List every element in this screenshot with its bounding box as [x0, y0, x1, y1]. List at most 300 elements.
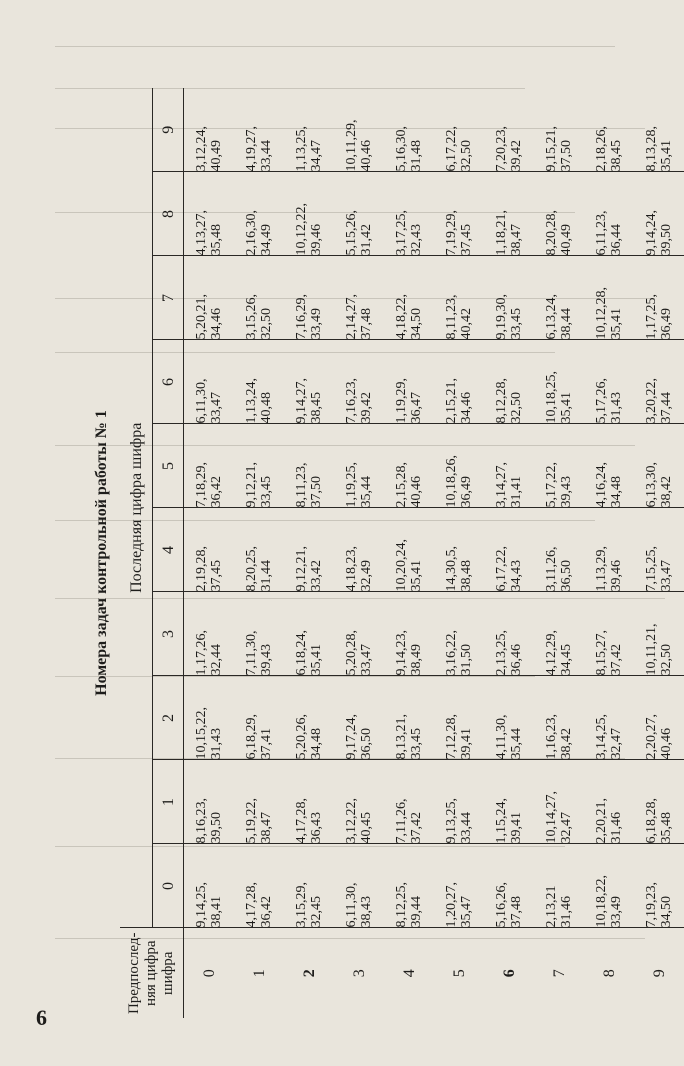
column-header: 7 — [153, 256, 184, 340]
table-cell — [634, 340, 684, 424]
cell-line: 6,11,23, — [594, 210, 609, 256]
row-header: 9 — [634, 928, 684, 1018]
cell-line: 32,50 — [509, 392, 524, 424]
cell-line: 36,42 — [259, 896, 274, 928]
cell-line: 34,46 — [459, 392, 474, 424]
cell-line: 1,18,21, — [494, 210, 509, 256]
cell-line: 35,41 — [659, 140, 674, 172]
column-header: 4 — [153, 508, 184, 592]
table-cell — [284, 760, 334, 844]
table-cell — [234, 508, 284, 592]
table-cell — [484, 172, 534, 256]
cell-line: 4,19,27, — [244, 126, 259, 172]
cell-line: 9,15,21, — [544, 126, 559, 172]
table-cell — [484, 592, 534, 676]
cell-line: 31,43 — [209, 728, 224, 760]
cell-line: 35,41 — [309, 644, 324, 676]
cell-line: 35,44 — [359, 476, 374, 508]
cell-line: 14,30,5, — [444, 546, 459, 592]
cell-line: 31,41 — [509, 476, 524, 508]
cell-line: 3,17,25, — [394, 210, 409, 256]
cell-line: 3,15,26, — [244, 294, 259, 340]
table-cell — [484, 760, 534, 844]
table-cell — [584, 844, 634, 928]
cell-line: 40,49 — [209, 140, 224, 172]
cell-line: 38,45 — [309, 392, 324, 424]
cell-line: 33,49 — [309, 308, 324, 340]
cell-line: 8,20,25, — [244, 546, 259, 592]
cell-line: 6,17,22, — [494, 546, 509, 592]
table-title: Номера задач контрольной работы № 1 — [93, 410, 110, 696]
cell-line: 3,12,24, — [194, 126, 209, 172]
table-cell — [584, 760, 634, 844]
cell-line: 1,15,24, — [494, 798, 509, 844]
table-cell — [234, 760, 284, 844]
cell-line: 4,12,29, — [544, 630, 559, 676]
table-cell — [184, 676, 235, 760]
cell-line: 10,18,22, — [594, 875, 609, 928]
cell-line: 1,20,27, — [444, 882, 459, 928]
cell-line: 36,49 — [459, 476, 474, 508]
cell-line: 32,50 — [459, 140, 474, 172]
cell-line: 10,18,25, — [544, 371, 559, 424]
cell-line: 7,16,29, — [294, 294, 309, 340]
table-row — [634, 88, 684, 1018]
table-cell — [434, 256, 484, 340]
cell-line: 34,48 — [609, 476, 624, 508]
table-cell — [484, 88, 534, 172]
cell-line: 37,45 — [459, 224, 474, 256]
table-row — [434, 88, 484, 1018]
cell-line: 33,45 — [509, 308, 524, 340]
table-cell — [434, 844, 484, 928]
column-header: 2 — [153, 676, 184, 760]
table-cell — [184, 592, 235, 676]
cell-line: 4,11,30, — [494, 714, 509, 760]
cell-line: 32,47 — [609, 728, 624, 760]
row-header: 2 — [284, 928, 334, 1018]
table-cell — [484, 508, 534, 592]
column-header: 5 — [153, 424, 184, 508]
table-cell — [534, 256, 584, 340]
cell-line: 35,47 — [459, 896, 474, 928]
cell-line: 37,50 — [559, 140, 574, 172]
cell-line: 10,15,22, — [194, 707, 209, 760]
cell-line: 34,43 — [509, 560, 524, 592]
table-cell — [534, 172, 584, 256]
cell-line: 10,12,28, — [594, 287, 609, 340]
table-cell — [534, 508, 584, 592]
table-cell — [484, 424, 534, 508]
cell-line: 1,17,25, — [644, 294, 659, 340]
cell-line: 3,14,25, — [594, 714, 609, 760]
table-cell — [584, 424, 634, 508]
table-cell — [584, 508, 634, 592]
cell-line: 37,42 — [409, 812, 424, 844]
cell-line: 3,15,29, — [294, 882, 309, 928]
cell-line: 35,41 — [409, 560, 424, 592]
table-cell — [384, 508, 434, 592]
table-cell — [334, 592, 384, 676]
table-cell — [284, 172, 334, 256]
cell-line: 7,15,25, — [644, 546, 659, 592]
cell-line: 1,19,29, — [394, 378, 409, 424]
cell-line: 36,49 — [659, 308, 674, 340]
table-body — [184, 88, 684, 1018]
cell-line: 10,12,22, — [294, 203, 309, 256]
cell-line: 35,48 — [659, 812, 674, 844]
cell-line: 3,12,22, — [344, 798, 359, 844]
column-group-header: Последняя цифра шифра — [120, 88, 153, 928]
cell-line: 39,41 — [509, 812, 524, 844]
cell-line: 6,13,24, — [544, 294, 559, 340]
table-row — [384, 88, 434, 1018]
cell-line: 33,42 — [309, 560, 324, 592]
cell-line: 5,16,30, — [394, 126, 409, 172]
table-cell — [184, 340, 235, 424]
table-cell — [634, 676, 684, 760]
cell-line: 40,46 — [659, 728, 674, 760]
table-cell — [384, 844, 434, 928]
cell-line: 33,49 — [609, 896, 624, 928]
table-cell — [184, 256, 235, 340]
table-cell — [434, 676, 484, 760]
cell-line: 2,13,21 — [544, 885, 559, 928]
table-cell — [334, 676, 384, 760]
cell-line: 40,42 — [459, 308, 474, 340]
cell-line: 36,50 — [559, 560, 574, 592]
table-cell — [384, 592, 434, 676]
table-cell — [334, 760, 384, 844]
cell-line: 7,20,23, — [494, 126, 509, 172]
cell-line: 9,14,24, — [644, 210, 659, 256]
cell-line: 6,13,30, — [644, 462, 659, 508]
table-cell — [384, 256, 434, 340]
cell-line: 1,13,29, — [594, 546, 609, 592]
table-cell — [384, 424, 434, 508]
table-cell — [434, 424, 484, 508]
row-header: 1 — [234, 928, 284, 1018]
cell-line: 5,20,21, — [194, 294, 209, 340]
table-cell — [584, 88, 634, 172]
cell-line: 31,43 — [609, 392, 624, 424]
cell-line: 5,20,28, — [344, 630, 359, 676]
cell-line: 40,46 — [409, 476, 424, 508]
cell-line: 8,16,23, — [194, 798, 209, 844]
table-cell — [434, 760, 484, 844]
cell-line: 10,20,24, — [394, 539, 409, 592]
cell-line: 38,42 — [559, 728, 574, 760]
table-cell — [384, 760, 434, 844]
cell-line: 37,44 — [659, 392, 674, 424]
cell-line: 6,11,30, — [344, 882, 359, 928]
table-cell — [284, 844, 334, 928]
cell-line: 1,16,23, — [544, 714, 559, 760]
table-cell — [584, 256, 634, 340]
table-cell — [384, 340, 434, 424]
table-cell — [484, 256, 534, 340]
cell-line: 2,15,28, — [394, 462, 409, 508]
table-cell — [384, 88, 434, 172]
cell-line: 38,49 — [409, 644, 424, 676]
table-cell — [534, 340, 584, 424]
table-cell — [334, 844, 384, 928]
cell-line: 34,50 — [409, 308, 424, 340]
table-cell — [184, 844, 235, 928]
cell-line: 2,20,21, — [594, 798, 609, 844]
cell-line: 6,18,29, — [244, 714, 259, 760]
table-cell — [634, 592, 684, 676]
table-cell — [234, 172, 284, 256]
cell-line: 9,14,25, — [194, 882, 209, 928]
cell-line: 38,47 — [259, 812, 274, 844]
table-cell — [284, 676, 334, 760]
rotated-table-block — [88, 88, 674, 1018]
row-header: 5 — [434, 928, 484, 1018]
cell-line: 2,14,27, — [344, 294, 359, 340]
table-cell — [334, 340, 384, 424]
table-cell — [634, 508, 684, 592]
row-header: 4 — [384, 928, 434, 1018]
cell-line: 34,47 — [309, 140, 324, 172]
cell-line: 31,44 — [259, 560, 274, 592]
table-cell — [334, 256, 384, 340]
table-cell — [284, 88, 334, 172]
cell-line: 9,12,21, — [244, 462, 259, 508]
table-row — [534, 88, 584, 1018]
table-cell — [234, 676, 284, 760]
cell-line: 9,17,24, — [344, 714, 359, 760]
table-cell — [334, 88, 384, 172]
cell-line: 3,20,22, — [644, 378, 659, 424]
column-header: 9 — [153, 88, 184, 172]
cell-line: 35,41 — [559, 392, 574, 424]
cell-line: 2,13,25, — [494, 630, 509, 676]
cell-line: 36,44 — [609, 224, 624, 256]
problem-numbers-table — [120, 88, 684, 1018]
cell-line: 32,44 — [209, 644, 224, 676]
cell-line: 33,47 — [359, 644, 374, 676]
cell-line: 38,47 — [509, 224, 524, 256]
cell-line: 39,46 — [609, 560, 624, 592]
cell-line: 2,16,30, — [244, 210, 259, 256]
cell-line: 8,12,25, — [394, 882, 409, 928]
cell-line: 8,20,28, — [544, 210, 559, 256]
cell-line: 37,41 — [259, 728, 274, 760]
cell-line: 33,47 — [659, 560, 674, 592]
cell-line: 5,17,26, — [594, 378, 609, 424]
table-cell — [234, 340, 284, 424]
cell-line: 34,49 — [259, 224, 274, 256]
table-cell — [284, 592, 334, 676]
row-header: 7 — [534, 928, 584, 1018]
cell-line: 9,14,23, — [394, 630, 409, 676]
table-cell — [334, 508, 384, 592]
cell-line: 39,42 — [359, 392, 374, 424]
cell-line: 4,18,23, — [344, 546, 359, 592]
cell-line: 1,19,25, — [344, 462, 359, 508]
cell-line: 8,13,28, — [644, 126, 659, 172]
table-cell — [584, 172, 634, 256]
table-cell — [234, 424, 284, 508]
cell-line: 5,15,26, — [344, 210, 359, 256]
table-cell — [184, 88, 235, 172]
cell-line: 33,47 — [209, 392, 224, 424]
cell-line: 10,14,27, — [544, 791, 559, 844]
cell-line: 2,15,21, — [444, 378, 459, 424]
cell-line: 34,50 — [659, 896, 674, 928]
cell-line: 9,14,27, — [294, 378, 309, 424]
cell-line: 8,11,23, — [444, 294, 459, 340]
cell-line: 39,43 — [559, 476, 574, 508]
cell-line: 32,47 — [559, 812, 574, 844]
corner-header-line: Предпослед- — [126, 932, 142, 1015]
cell-line: 4,17,28, — [294, 798, 309, 844]
cell-line: 8,13,21, — [394, 714, 409, 760]
corner-header — [120, 928, 184, 1018]
cell-line: 39,43 — [259, 644, 274, 676]
cell-line: 10,11,29, — [344, 119, 359, 172]
cell-line: 4,18,22, — [394, 294, 409, 340]
cell-line: 8,12,28, — [494, 378, 509, 424]
table-cell — [384, 172, 434, 256]
cell-line: 5,16,26, — [494, 882, 509, 928]
cell-line: 5,20,26, — [294, 714, 309, 760]
cell-line: 33,45 — [259, 476, 274, 508]
cell-line: 32,49 — [359, 560, 374, 592]
cell-line: 6,17,22, — [444, 126, 459, 172]
cell-line: 39,41 — [459, 728, 474, 760]
table-cell — [534, 88, 584, 172]
corner-header-line: няя цифра — [143, 940, 159, 1007]
cell-line: 37,45 — [209, 560, 224, 592]
cell-line: 37,42 — [609, 644, 624, 676]
cell-line: 32,50 — [659, 644, 674, 676]
cell-line: 37,50 — [309, 476, 324, 508]
table-row — [284, 88, 334, 1018]
cell-line: 36,43 — [309, 812, 324, 844]
table-cell — [234, 592, 284, 676]
table-cell — [634, 256, 684, 340]
cell-line: 5,17,22, — [544, 462, 559, 508]
table-cell — [534, 844, 584, 928]
table-cell — [584, 592, 634, 676]
cell-line: 1,13,25, — [294, 126, 309, 172]
table-cell — [534, 592, 584, 676]
cell-line: 31,46 — [609, 812, 624, 844]
cell-line: 38,44 — [559, 308, 574, 340]
cell-line: 9,19,30, — [494, 294, 509, 340]
cell-line: 38,43 — [359, 896, 374, 928]
cell-line: 9,12,21, — [294, 546, 309, 592]
cell-line: 38,41 — [209, 896, 224, 928]
cell-line: 2,19,28, — [194, 546, 209, 592]
row-header: 0 — [184, 928, 235, 1018]
cell-line: 38,48 — [459, 560, 474, 592]
cell-line: 39,44 — [409, 896, 424, 928]
table-cell — [634, 760, 684, 844]
table-cell — [334, 424, 384, 508]
cell-line: 35,41 — [609, 308, 624, 340]
cell-line: 33,44 — [459, 812, 474, 844]
table-cell — [234, 88, 284, 172]
cell-line: 36,42 — [209, 476, 224, 508]
cell-line: 37,48 — [359, 308, 374, 340]
table-cell — [634, 424, 684, 508]
table-cell — [434, 340, 484, 424]
table-cell — [384, 676, 434, 760]
cell-line: 32,45 — [309, 896, 324, 928]
cell-line: 35,44 — [509, 728, 524, 760]
cell-line: 38,45 — [609, 140, 624, 172]
cell-line: 34,48 — [309, 728, 324, 760]
table-cell — [184, 172, 235, 256]
cell-line: 8,11,23, — [294, 462, 309, 508]
cell-line: 1,13,24, — [244, 378, 259, 424]
cell-line: 40,46 — [359, 140, 374, 172]
cell-line: 33,44 — [259, 140, 274, 172]
table-cell — [184, 508, 235, 592]
cell-line: 40,45 — [359, 812, 374, 844]
cell-line: 2,18,26, — [594, 126, 609, 172]
cell-line: 1,17,26, — [194, 630, 209, 676]
table-cell — [334, 172, 384, 256]
cell-line: 35,48 — [209, 224, 224, 256]
column-header: 1 — [153, 760, 184, 844]
table-cell — [234, 256, 284, 340]
table-cell — [284, 340, 334, 424]
table-row — [334, 88, 384, 1018]
table-cell — [534, 676, 584, 760]
cell-line: 34,46 — [209, 308, 224, 340]
cell-line: 31,48 — [409, 140, 424, 172]
table-cell — [634, 172, 684, 256]
table-cell — [484, 340, 534, 424]
cell-line: 10,18,26, — [444, 455, 459, 508]
cell-line: 7,16,23, — [344, 378, 359, 424]
cell-line: 2,20,27, — [644, 714, 659, 760]
cell-line: 7,18,29, — [194, 462, 209, 508]
cell-line: 10,11,21, — [644, 623, 659, 676]
table-cell — [634, 844, 684, 928]
cell-line: 34,45 — [559, 644, 574, 676]
cell-line: 39,50 — [209, 812, 224, 844]
table-cell — [234, 844, 284, 928]
column-header: 6 — [153, 340, 184, 424]
corner-header-line: шифра — [160, 951, 176, 995]
row-header: 8 — [584, 928, 634, 1018]
column-header: 8 — [153, 172, 184, 256]
cell-line: 3,16,22, — [444, 630, 459, 676]
cell-line: 7,11,30, — [244, 630, 259, 676]
column-header: 3 — [153, 592, 184, 676]
cell-line: 4,13,27, — [194, 210, 209, 256]
cell-line: 39,46 — [309, 224, 324, 256]
cell-line: 40,48 — [259, 392, 274, 424]
cell-line: 5,19,22, — [244, 798, 259, 844]
cell-line: 4,16,24, — [594, 462, 609, 508]
table-cell — [534, 424, 584, 508]
cell-line: 36,47 — [409, 392, 424, 424]
cell-line: 36,46 — [509, 644, 524, 676]
table-cell — [484, 676, 534, 760]
bleed-through-line — [55, 46, 615, 47]
cell-line: 33,45 — [409, 728, 424, 760]
table-cell — [434, 592, 484, 676]
cell-line: 37,48 — [509, 896, 524, 928]
table-cell — [584, 340, 634, 424]
cell-line: 6,11,30, — [194, 378, 209, 424]
